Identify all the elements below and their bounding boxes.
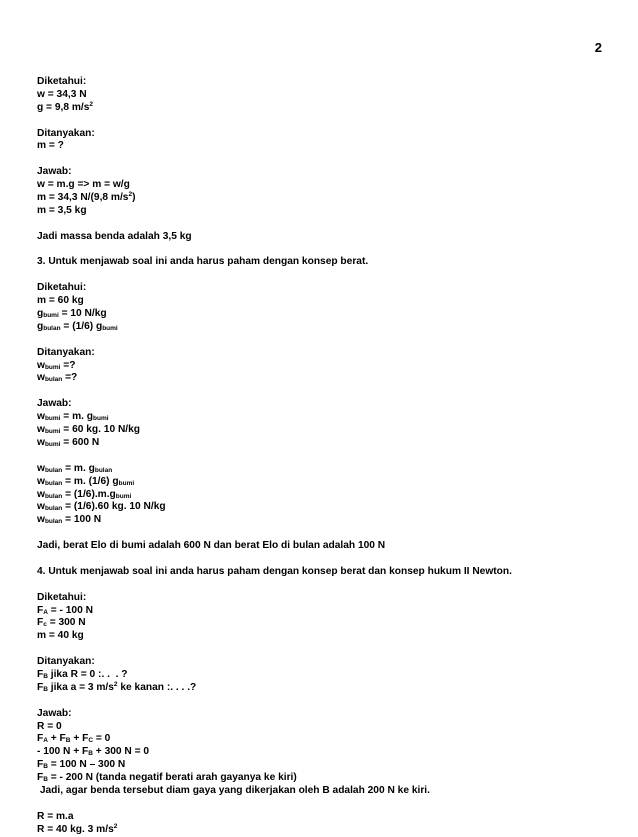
s4-jawab-heading: Jawab: [37, 707, 72, 719]
s3-given-m: m = 60 kg [37, 295, 84, 307]
s4-asked-q1: $F_B$ jika R = 0 :. . . ? [37, 668, 128, 680]
s3-jawab-heading: Jawab: [37, 398, 72, 410]
s3-given-g-bulan: $g_{bulan} = (1/6)$ $g_{bumi}$ [37, 320, 118, 332]
s3-bulan-line-1: $w_{bulan} = m$. $g_{bulan}$ [37, 462, 113, 474]
s2-answer-line-3: m = 3,5 kg [37, 204, 87, 216]
s3-asked-w-bulan: $w_{bulan}$ =? [37, 372, 78, 384]
s4-answer-line-1: R = 0 [37, 720, 62, 732]
s3-bumi-line-2: $w_{bumi} = 60$ kg. 10 N/kg [37, 424, 141, 436]
s3-conclusion: Jadi, berat Elo di bumi adalah 600 N dan berat Elo di bulan adalah 100 N [37, 540, 386, 552]
s4-intro: 4. Untuk menjawab soal ini anda harus paham dengan konsep berat dan konsep hukum II Newton. [37, 565, 512, 577]
s2-conclusion: Jadi massa benda adalah 3,5 kg [37, 230, 192, 242]
s4-answer-line-2: $F_A + F_B + F_C = 0$ [37, 733, 111, 745]
s3-asked-w-bumi: $w_{bumi}$ =? [37, 359, 76, 371]
s2-answer-line-2: m = 34,3 N/(9,8 $m/s^2$) [37, 191, 136, 204]
s4-asked-q2: $F_B$ jika a = 3 $m/s^2$ ke kanan :. . . .? [37, 680, 197, 693]
s3-bumi-line-1: $w_{bumi} = m$. $g_{bumi}$ [37, 411, 109, 423]
s3-bumi-line-3: $w_{bumi} = 600$ N [37, 436, 100, 448]
s4-answer-line-3: - 100 $N + F_B + 300$ N = 0 [37, 746, 150, 758]
s2-given-w: w = 34,3 N [37, 88, 87, 100]
s4-given-m: m = 40 kg [37, 630, 84, 642]
s4-answer-line-5: $F_B$ = - 200 N (tanda negatif berati arah gayanya ke kiri) [37, 772, 297, 784]
s3-bulan-line-3: $w_{bulan} = (1/6).m.g_{bumi}$ [37, 488, 132, 500]
s3-bulan-line-2: $w_{bulan} = m$. (1/6) $g_{bumi}$ [37, 475, 135, 487]
s3-bulan-line-4: $w_{bulan} = (1/6).60$ kg. 10 N/kg [37, 501, 166, 513]
page-number: 2 [594, 40, 602, 55]
s4-part2-line-1: R = m.a [37, 810, 74, 822]
s2-given-g: g = 9,8 $m/s^2$ [37, 100, 94, 113]
s2-answer-line-1: w = m.g => m = w/g [37, 179, 130, 191]
s4-answer-conclusion: Jadi, agar benda tersebut diam gaya yang dikerjakan oleh B adalah 200 N ke kiri. [37, 784, 430, 796]
s4-part2-line-2: R = 40 kg. 3 $m/s^2$ [37, 822, 118, 835]
s3-bulan-line-5: $w_{bulan} = 100$ N [37, 514, 102, 526]
s2-diketahui-heading: Diketahui: [37, 76, 87, 87]
s3-ditanyakan-heading: Ditanyakan: [37, 346, 95, 358]
s4-ditanyakan-heading: Ditanyakan: [37, 656, 95, 668]
document-body [37, 76, 597, 837]
s2-asked-m: m = ? [37, 140, 64, 152]
s4-answer-line-4: $F_B = 100$ N – 300 N [37, 759, 126, 771]
s3-diketahui-heading: Diketahui: [37, 282, 87, 294]
s4-given-fc: $F_c = 300$ N [37, 617, 86, 629]
s3-intro: 3. Untuk menjawab soal ini anda harus paham dengan konsep berat. [37, 256, 369, 268]
s3-given-g-bumi: $g_{bumi} = 10$ N/kg [37, 308, 107, 320]
s4-diketahui-heading: Diketahui: [37, 591, 87, 603]
s2-jawab-heading: Jawab: [37, 166, 72, 178]
s2-ditanyakan-heading: Ditanyakan: [37, 127, 95, 139]
s4-given-fa: $F_A$ = - 100 N [37, 604, 93, 616]
